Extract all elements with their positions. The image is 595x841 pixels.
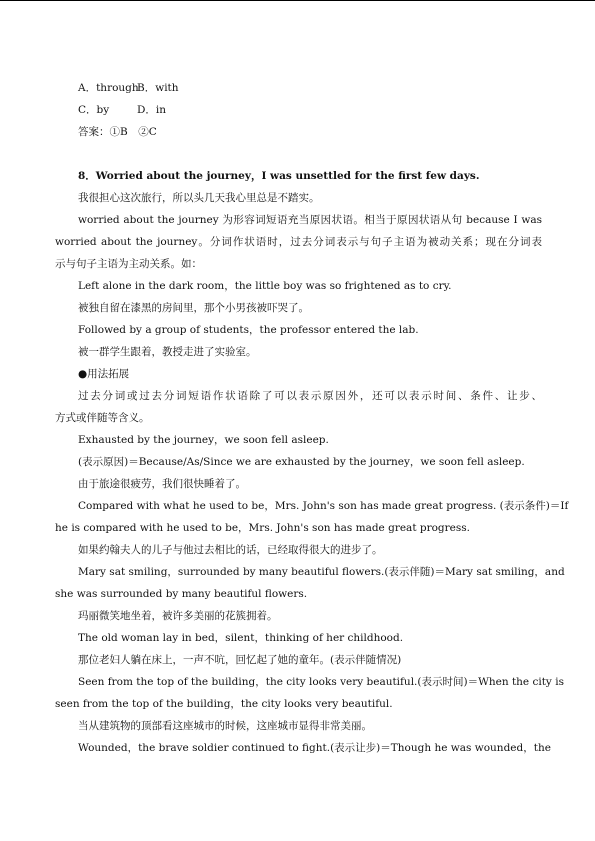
answer-line: 答案：①B ②C xyxy=(78,126,157,138)
extension-intro-line: 过去分词或过去分词短语作状语除了可以表示原因外，还可以表示时间、条件、让步、 xyxy=(78,390,542,402)
example-english: Seen from the top of the building，the city looks very beautiful.(表示时间)＝When the city is xyxy=(78,676,564,688)
options-row-1 xyxy=(55,77,542,99)
option-b: B．with xyxy=(137,82,179,94)
example-english: Wounded，the brave soldier continued to fight.(表示让步)＝Though he was wounded，the xyxy=(78,742,551,754)
top-rule xyxy=(0,0,595,1)
example-english: Followed by a group of students，the professor entered the lab. xyxy=(78,324,419,336)
example-english: seen from the top of the building，the city looks very beautiful. xyxy=(55,698,393,710)
extension-intro-line: 方式或伴随等含义。 xyxy=(55,412,150,424)
example-chinese: 玛丽微笑地坐着，被许多美丽的花簇拥着。 xyxy=(78,610,278,622)
example-english: Left alone in the dark room，the little boy was so frightened as to cry. xyxy=(78,280,452,292)
example-english: Compared with what he used to be，Mrs. John's son has made great progress. (表示条件)＝If xyxy=(78,500,569,512)
option-a: A．through xyxy=(78,82,139,94)
option-c: C．by xyxy=(78,104,110,116)
example-english: she was surrounded by many beautiful flowers. xyxy=(55,588,308,600)
item-8-explanation-line: 示与句子主语为主动关系。如： xyxy=(55,258,202,270)
option-d: D．in xyxy=(137,104,167,116)
example-chinese: 被一群学生跟着，教授走进了实验室。 xyxy=(78,346,257,358)
example-chinese: 被独自留在漆黑的房间里，那个小男孩被吓哭了。 xyxy=(78,302,309,314)
example-english: The old woman lay in bed，silent，thinking of her childhood. xyxy=(78,632,404,644)
example-english: Exhausted by the journey，we soon fell asleep. xyxy=(78,434,329,446)
example-chinese: 如果约翰夫人的儿子与他过去相比的话，已经取得很大的进步了。 xyxy=(78,544,383,556)
item-8-translation: 我很担心这次旅行，所以头几天我心里总是不踏实。 xyxy=(78,192,320,204)
item-8-explanation-line: worried about the journey。分词作状语时，过去分词表示与句子主语为被动关系；现在分词表 xyxy=(55,236,542,248)
item-8-title: 8．Worried about the journey，I was unsettled for the first few days. xyxy=(78,170,480,182)
example-chinese: 那位老妇人躺在床上，一声不吭，回忆起了她的童年。(表示伴随情况) xyxy=(78,654,402,666)
item-8-explanation-line: worried about the journey 为形容词短语充当原因状语。相当于原因状语从句 because I was xyxy=(78,214,542,226)
example-chinese: 当从建筑物的顶部看这座城市的时候，这座城市显得非常美丽。 xyxy=(78,720,372,732)
document-body xyxy=(55,77,569,759)
example-chinese: 由于旅途很疲劳，我们很快睡着了。 xyxy=(78,478,246,490)
example-rewrite: (表示原因)＝Because/As/Since we are exhausted by the journey，we soon fell asleep. xyxy=(78,456,525,468)
example-english: he is compared with he used to be，Mrs. John's son has made great progress. xyxy=(55,522,471,534)
section-gap xyxy=(55,143,542,165)
options-row-2 xyxy=(55,99,542,121)
example-english: Mary sat smiling，surrounded by many beautiful flowers.(表示伴随)＝Mary sat smiling，and xyxy=(78,566,565,578)
extension-heading: ●用法拓展 xyxy=(78,368,130,380)
